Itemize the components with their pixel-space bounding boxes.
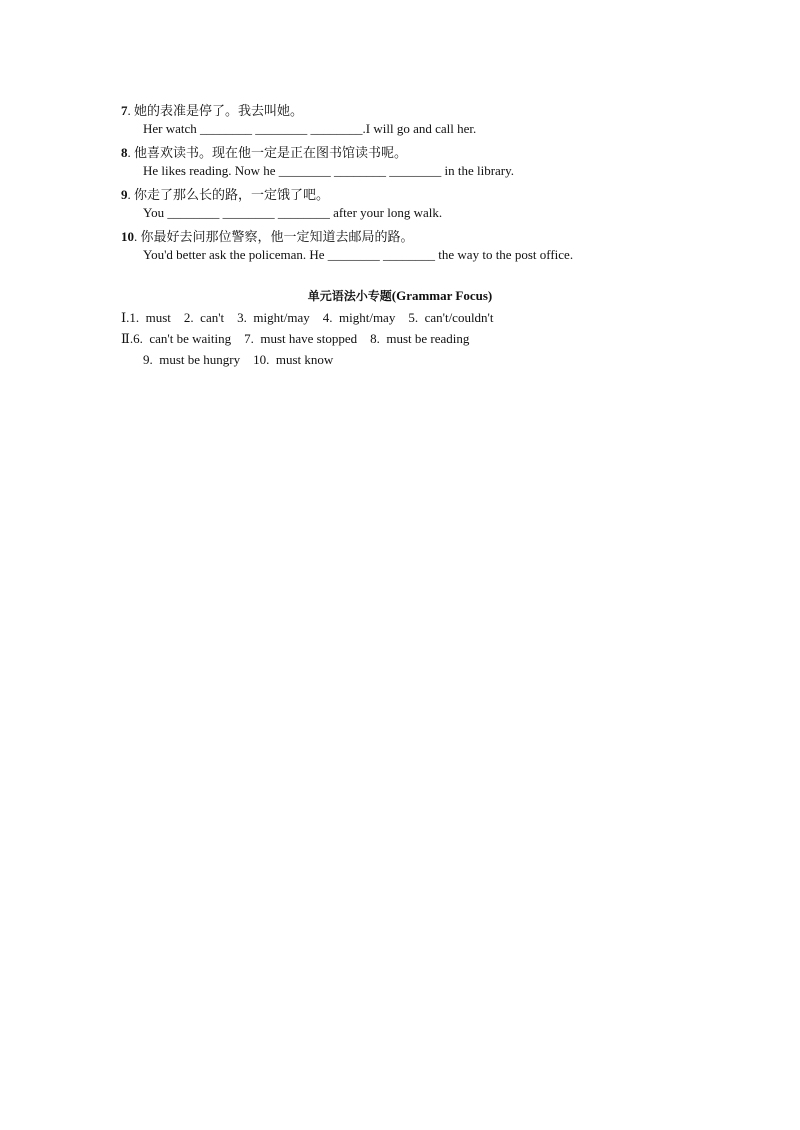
question-9-prompt: 9. 你走了那么长的路，一定饿了吧。 xyxy=(121,187,330,203)
question-number: 8 xyxy=(121,145,128,160)
answer-line-3: 9. must be hungry 10. must know xyxy=(143,352,334,367)
question-10-english: You'd better ask the policeman. He ________ ________ the way to the post office. xyxy=(143,247,574,262)
question-number: 9 xyxy=(121,187,128,202)
question-9-english: You ________ ________ ________ after your long walk. xyxy=(143,205,443,220)
question-number: 10 xyxy=(121,229,134,244)
question-8-prompt: 8. 他喜欢读书。现在他一定是正在图书馆读书呢。 xyxy=(121,145,408,161)
grammar-focus-title-en: (Grammar Focus) xyxy=(391,288,493,303)
question-7-english: Her watch ________ ________ ________.I will go and call her. xyxy=(143,121,477,136)
answer-line-1: Ⅰ.1. must 2. can't 3. might/may 4. might/may 5. can't/couldn't xyxy=(121,310,494,325)
grammar-focus-title xyxy=(0,287,800,304)
question-7-prompt: 7. 她的表准是停了。我去叫她。 xyxy=(121,103,304,119)
grammar-focus-title-cn: 单元语法小专题 xyxy=(307,289,392,303)
question-number: 7 xyxy=(121,103,128,118)
question-10-prompt: 10. 你最好去问那位警察，他一定知道去邮局的路。 xyxy=(121,229,414,245)
answer-line-2: Ⅱ.6. can't be waiting 7. must have stopped 8. must be reading xyxy=(121,331,470,346)
question-chinese-text: 你最好去问那位警察，他一定知道去邮局的路。 xyxy=(140,230,414,245)
question-chinese-text: 你走了那么长的路，一定饿了吧。 xyxy=(134,188,330,203)
question-chinese-text: 她的表准是停了。我去叫她。 xyxy=(134,104,304,119)
question-8-english: He likes reading. Now he ________ ________ ________ in the library. xyxy=(143,163,515,178)
question-chinese-text: 他喜欢读书。现在他一定是正在图书馆读书呢。 xyxy=(134,146,408,161)
